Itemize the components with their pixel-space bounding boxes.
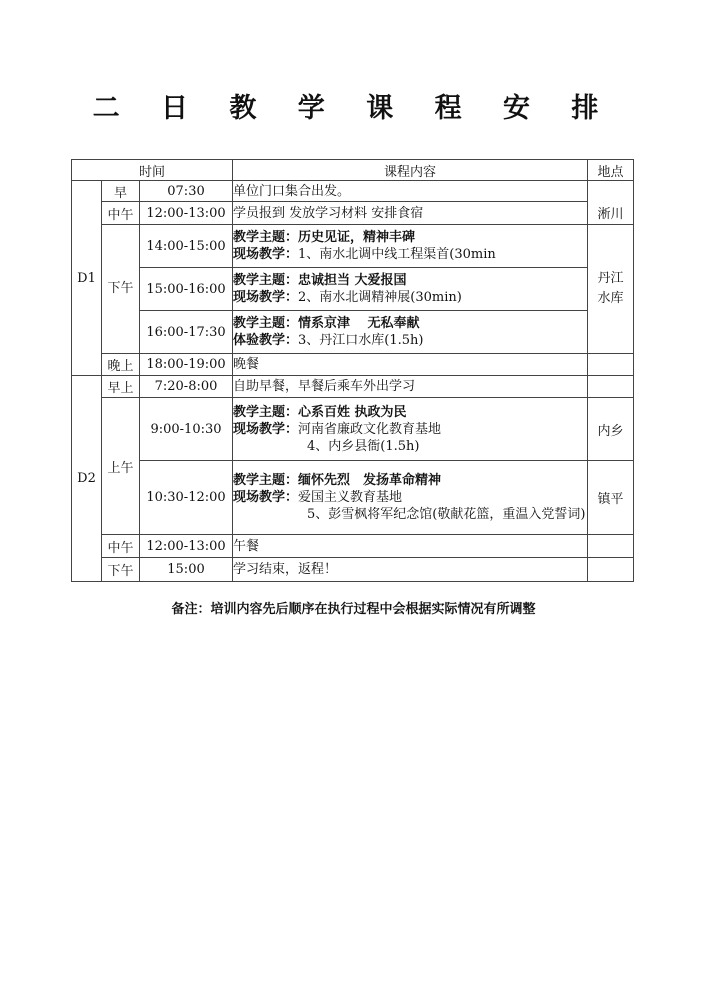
- content-cell: 晚餐: [233, 354, 588, 376]
- table-row: [72, 354, 634, 376]
- place-cell: 镇平: [588, 461, 634, 535]
- table-row: [72, 311, 634, 354]
- content-cell: 学习结束，返程！: [233, 558, 588, 582]
- table-row: [72, 535, 634, 558]
- schedule-table: [71, 159, 634, 582]
- content-cell: [233, 311, 588, 354]
- table-header-row: [72, 160, 634, 181]
- time-cell: 7:20-8:00: [140, 376, 233, 398]
- time-cell: 9:00-10:30: [140, 398, 233, 461]
- place-cell: [588, 354, 634, 376]
- period-cell: 上午: [102, 398, 140, 535]
- table-row: [72, 225, 634, 268]
- period-cell: 晚上: [102, 354, 140, 376]
- content-cell: 自助早餐，早餐后乘车外出学习: [233, 376, 588, 398]
- content-cell: [233, 268, 588, 311]
- remark-note: 备注：培训内容先后顺序在执行过程中会根据实际情况有所调整: [171, 602, 536, 617]
- period-cell: 下午: [102, 558, 140, 582]
- theme-label: 教学主题：: [233, 316, 299, 331]
- teaching-value: 1、南水北调中线工程渠首(30min: [298, 247, 496, 262]
- header-place: 地点: [588, 160, 634, 181]
- content-cell: 单位门口集合出发。: [233, 181, 588, 202]
- header-time: 时间: [72, 160, 233, 181]
- day-label: D1: [72, 181, 102, 376]
- teaching-label: 现场教学：: [233, 247, 299, 262]
- content-cell: [233, 461, 588, 535]
- teaching-item: 4、内乡县衙(1.5h): [307, 438, 420, 454]
- content-cell: 学员报到 发放学习材料 安排食宿: [233, 202, 588, 225]
- place-cell: [588, 225, 634, 354]
- time-cell: 14:00-15:00: [140, 225, 233, 268]
- theme-value: 历史见证，精神丰碑: [298, 230, 416, 245]
- time-cell: 07:30: [140, 181, 233, 202]
- table-row: [72, 268, 634, 311]
- time-cell: 15:00-16:00: [140, 268, 233, 311]
- place-cell: 淅川: [588, 181, 634, 225]
- place-cell: [588, 558, 634, 582]
- theme-value: 忠诚担当 大爱报国: [298, 273, 407, 288]
- place-cell: [588, 535, 634, 558]
- content-cell: 午餐: [233, 535, 588, 558]
- table-row: [72, 376, 634, 398]
- time-cell: 12:00-13:00: [140, 535, 233, 558]
- period-text: 下午: [107, 281, 134, 296]
- table-row: [72, 202, 634, 225]
- day-label: D2: [72, 376, 102, 582]
- teaching-label: 现场教学：: [233, 421, 299, 437]
- place-text: 丹江水库: [597, 271, 624, 306]
- theme-value: 情系京津 无私奉献: [298, 316, 420, 331]
- period-cell: 早上: [102, 376, 140, 398]
- table-row: [72, 398, 634, 461]
- teaching-item: 5、彭雪枫将军纪念馆(敬献花篮，重温入党誓词): [307, 507, 586, 522]
- teaching-label: 现场教学：: [233, 290, 299, 305]
- teaching-value: 爱国主义教育基地: [298, 490, 403, 505]
- time-cell: 15:00: [140, 558, 233, 582]
- time-cell: 18:00-19:00: [140, 354, 233, 376]
- theme-value: 心系百姓 执政为民: [298, 404, 407, 420]
- place-cell: 内乡: [588, 398, 634, 461]
- place-cell: [588, 376, 634, 398]
- teaching-value: 2、南水北调精神展(30min): [298, 290, 462, 305]
- table-row: [72, 461, 634, 535]
- content-cell: [233, 225, 588, 268]
- period-cell: 早: [102, 181, 140, 202]
- period-cell: 中午: [102, 535, 140, 558]
- theme-label: 教学主题：: [233, 273, 299, 288]
- page-title: 二 日 教 学 课 程 安 排: [92, 93, 615, 124]
- period-cell: [102, 225, 140, 354]
- theme-label: 教学主题：: [233, 473, 299, 488]
- header-content: 课程内容: [233, 160, 588, 181]
- time-cell: 10:30-12:00: [140, 461, 233, 535]
- time-cell: 12:00-13:00: [140, 202, 233, 225]
- time-cell: 16:00-17:30: [140, 311, 233, 354]
- table-row: [72, 558, 634, 582]
- theme-label: 教学主题：: [233, 404, 299, 420]
- teaching-value: 3、丹江口水库(1.5h): [298, 333, 424, 348]
- table-row: [72, 181, 634, 202]
- content-cell: [233, 398, 588, 461]
- theme-value: 缅怀先烈 发扬革命精神: [298, 473, 442, 488]
- teaching-value: 河南省廉政文化教育基地: [298, 421, 442, 437]
- teaching-label: 现场教学：: [233, 490, 299, 505]
- teaching-label: 体验教学：: [233, 333, 299, 348]
- theme-label: 教学主题：: [233, 230, 299, 245]
- period-cell: 中午: [102, 202, 140, 225]
